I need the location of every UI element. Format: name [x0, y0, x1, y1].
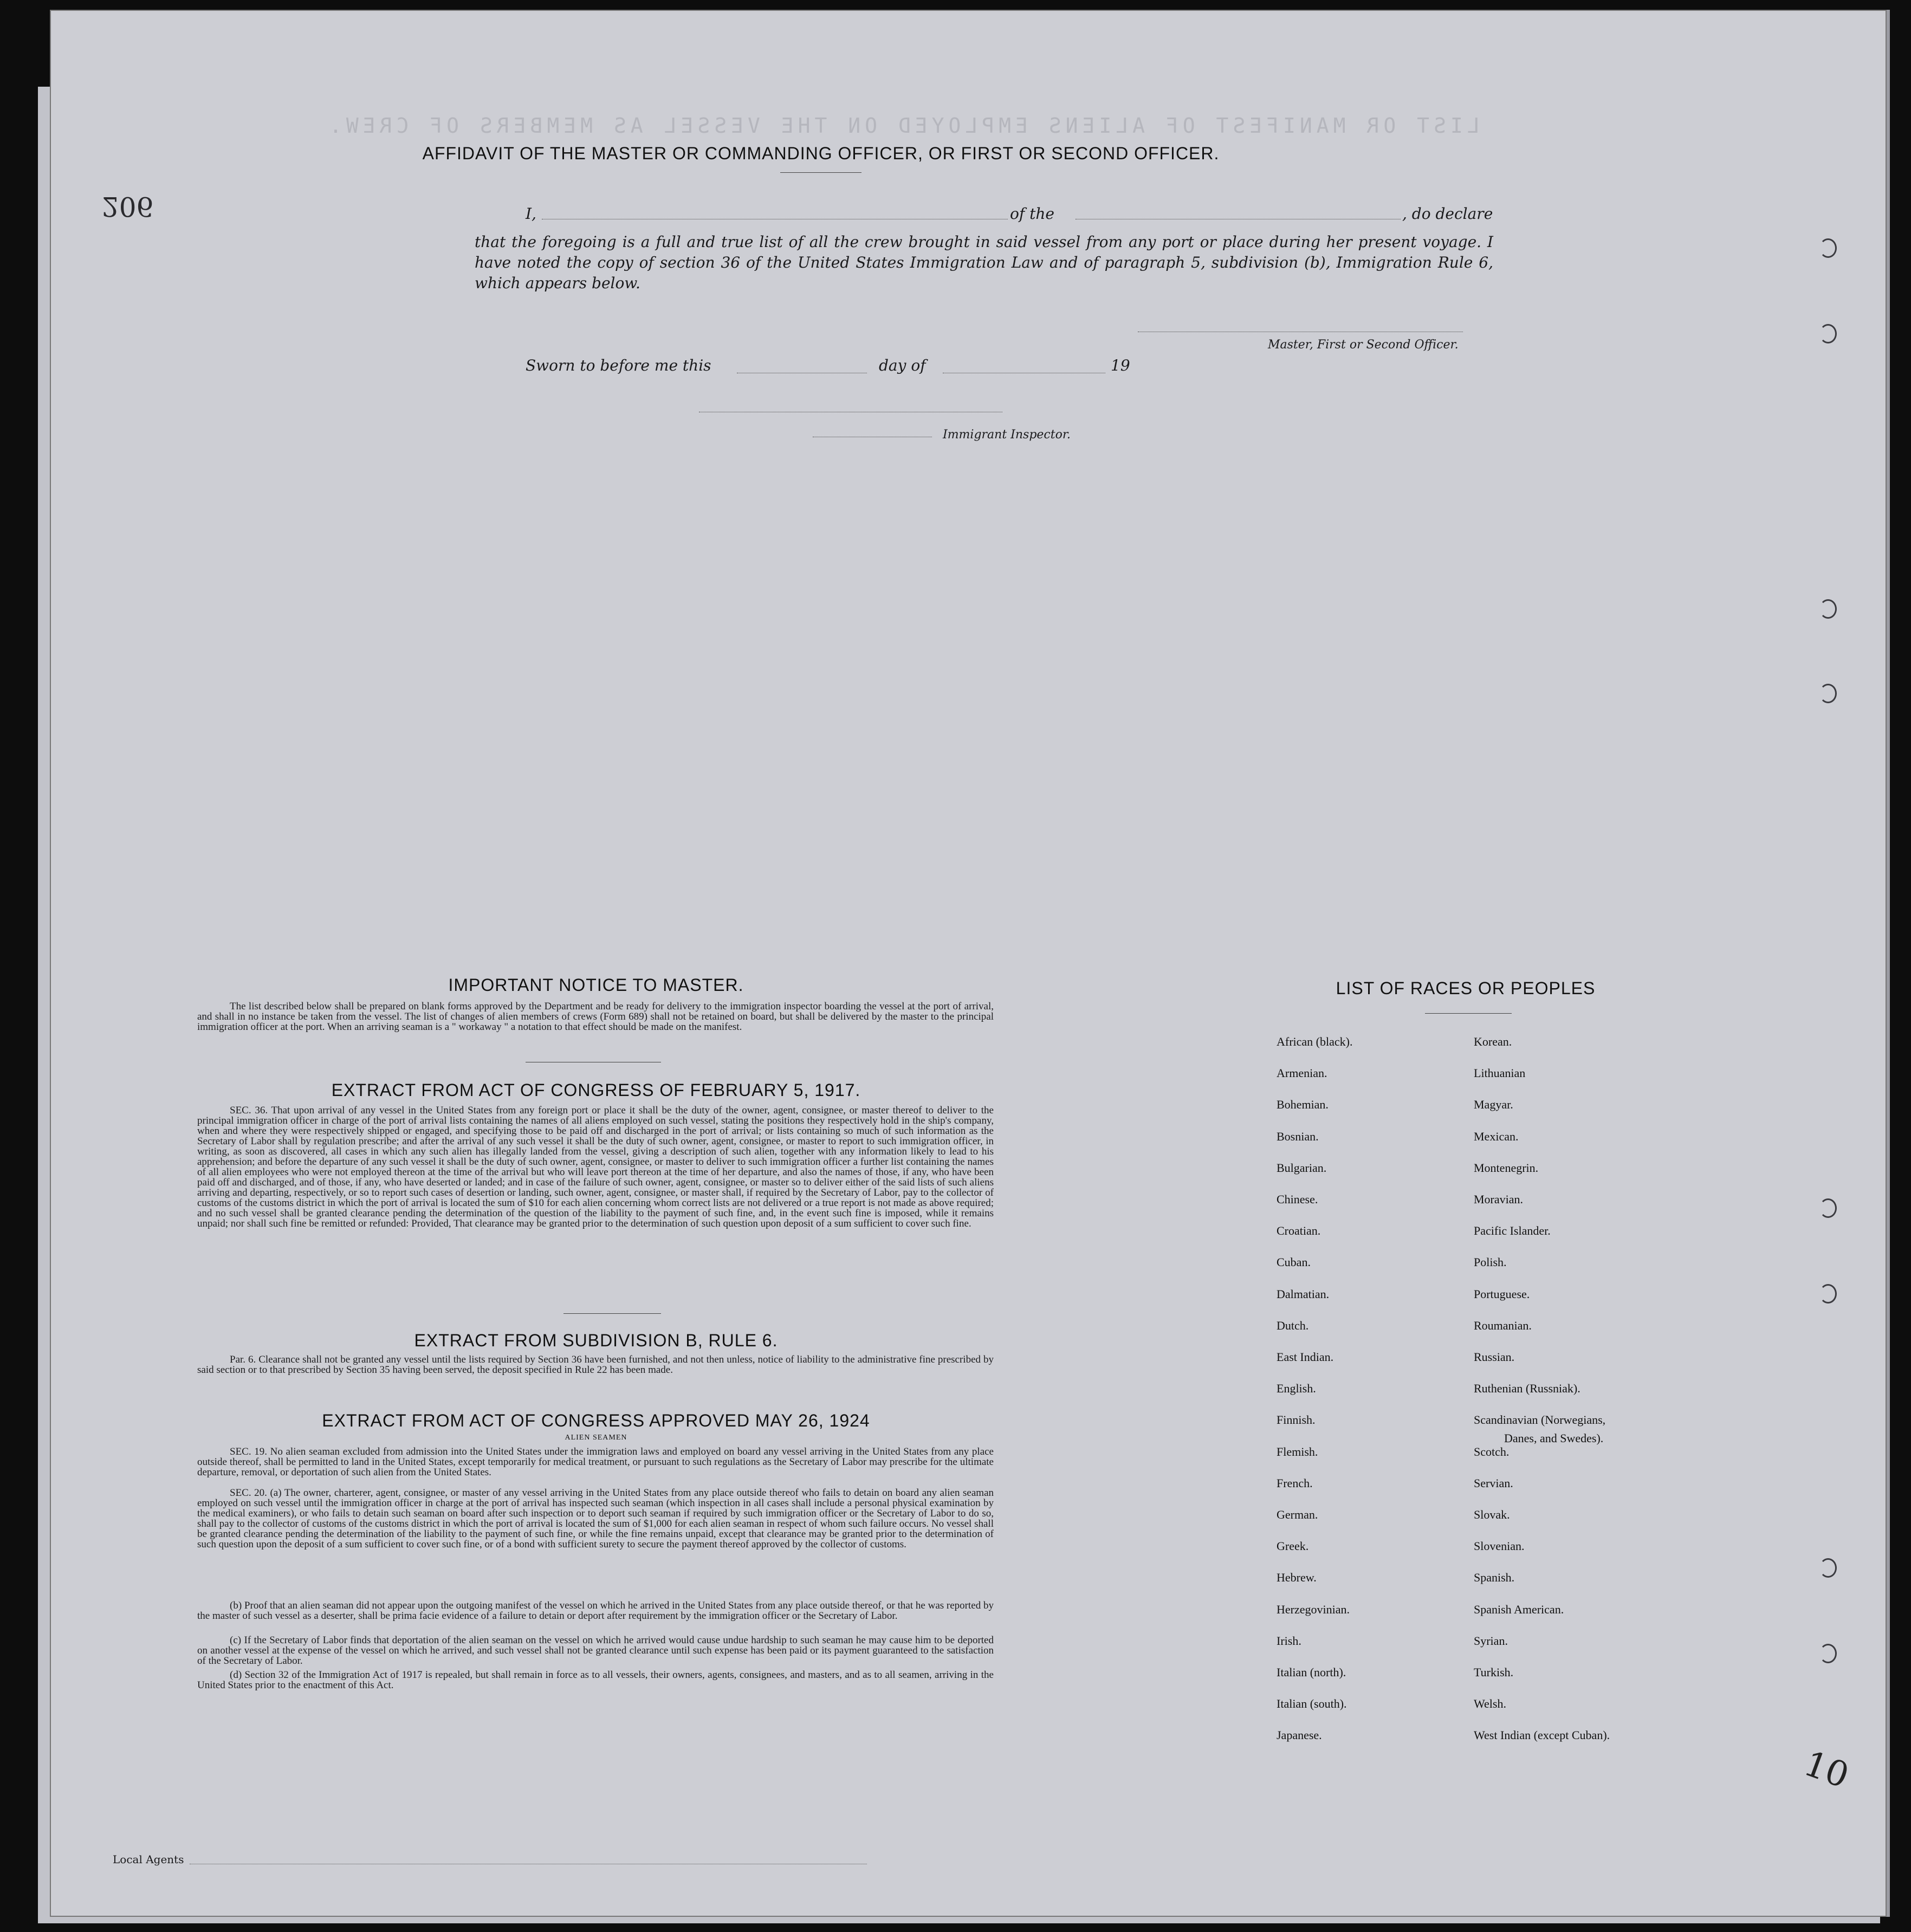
- race-item: Greek.: [1277, 1539, 1309, 1553]
- race-item: Magyar.: [1474, 1098, 1513, 1111]
- race-item: Servian.: [1474, 1476, 1513, 1490]
- race-item: Lithuanian: [1474, 1066, 1526, 1080]
- race-item: Slovak.: [1474, 1508, 1510, 1521]
- notice-title: IMPORTANT NOTICE TO MASTER.: [448, 975, 744, 995]
- race-item: Scotch.: [1474, 1445, 1510, 1458]
- manifest-page: [50, 10, 1890, 1917]
- race-item: Hebrew.: [1277, 1571, 1317, 1584]
- inspector-label: Immigrant Inspector.: [943, 428, 1071, 442]
- race-item: Slovenian.: [1474, 1539, 1525, 1553]
- race-item: Dalmatian.: [1277, 1287, 1330, 1301]
- affidavit-line1-end: , do declare: [1402, 205, 1493, 223]
- extract-rule6-body: Par. 6. Clearance shall not be granted any vessel until the lists required by Section 36 have been furnished, and not then unless, notice of liability to the administrative fine prescribed by said section or to that prescribed by Section 35 having been served, the deposit specified in Rule 22 has been made.: [197, 1354, 994, 1376]
- race-item: Irish.: [1277, 1634, 1301, 1648]
- binder-hole: [1819, 238, 1837, 258]
- sworn-mid: day of: [879, 356, 926, 374]
- race-item: Turkish.: [1474, 1665, 1514, 1679]
- binder-hole: [1819, 324, 1837, 343]
- race-item: Dutch.: [1277, 1319, 1309, 1332]
- race-item: German.: [1277, 1508, 1318, 1521]
- bleed-through: LIST OR MANIFEST OF ALIENS EMPLOYED ON THE VESSEL AS MEMBERS OF CREW.: [325, 114, 1480, 138]
- binder-hole: [1819, 599, 1837, 619]
- extract-1917-body: SEC. 36. That upon arrival of any vessel in the United States from any foreign port or place it shall be the duty of the owner, agent, consignee, or master thereof to deliver to the principal immigration officer in charge of the port of arrival lists containing the names of all aliens employed on such vessel, stating the positions they respectively hold in the ship's company, when and where they were respectively shipped or engaged, and specifying those to be paid off and discharged in the port of arrival; or lists containing so much of such information as the Secretary of Labor shall by regulation prescribe; and after the arrival of any such vessel it shall be the duty of such owner, agent, consignee, or master to report to such immigration officer, in writing, as soon as discovered, all cases in which any such alien has illegally landed from the vessel, giving a description of such alien, together with any information likely to lead to his apprehension; and before the departure of any such vessel it shall be the duty of such owner, agent, consignee, or master to deliver to such immigration officer a further list containing the names of all alien employees who were not employed thereon at the time of the arrival but who will leave port thereon at the time of her departure, and also the names of those, if any, who have been paid off and discharged, and of those, if any, who have deserted or landed; and in case of the failure of such owner, agent, consignee, or master so to deliver either of the said lists of such aliens arriving and departing, respectively, or so to report such cases of desertion or landing, such owner, agent, consignee, or master shall, if required by the Secretary of Labor, pay to the collector of customs of the customs district in which the port of arrival is located the sum of $10 for each alien concerning whom correct lists are not delivered or a true report is not made as above required; and no such vessel shall be granted clearance pending the determination of the question of the liability to the payment of such fine, and, in the event such fine is imposed, while it remains unpaid; nor shall such fine be remitted or refunded: Provided, That clearance may be granted prior to the determination of such question upon deposit of a sum sufficient to cover such fine.: [197, 1105, 994, 1229]
- extract-1917-title: EXTRACT FROM ACT OF CONGRESS OF FEBRUARY 5, 1917.: [331, 1080, 861, 1100]
- race-item: Welsh.: [1474, 1697, 1506, 1710]
- race-item: Spanish.: [1474, 1571, 1515, 1584]
- affidavit-body: that the foregoing is a full and true list of all the crew brought in said vessel from any port or place during her present voyage. I have noted the copy of section 36 of the United States Immigration Law and of paragraph 5, subdivision (b), Immigration Rule 6, which appears below.: [475, 233, 1493, 292]
- race-item: Bulgarian.: [1277, 1161, 1327, 1175]
- race-item: Finnish.: [1277, 1413, 1316, 1427]
- divider: [563, 1313, 661, 1314]
- race-item: Croatian.: [1277, 1224, 1321, 1237]
- race-item: Bosnian.: [1277, 1130, 1319, 1143]
- race-item: Korean.: [1474, 1035, 1512, 1048]
- race-item: African (black).: [1277, 1035, 1353, 1048]
- extract-1924-sec20a: SEC. 20. (a) The owner, charterer, agent, consignee, or master of any vessel arriving in the United States from any place outside thereof who fails to detain on board any alien seaman employed on such vessel until the immigration officer in charge at the port of arrival has inspected such seaman (which inspection in all cases shall include a personal physical examination by the medical examiners), or who fails to detain such seaman on board after such inspection or to deport such seaman if required by such immigration officer or the Secretary of Labor to do so, shall pay to the collector of customs of the customs district in which the port of arrival is located the sum of $1,000 for each alien seaman in respect of whom such failure occurs. No vessel shall be granted clearance pending the determination of the liability to the payment of such fine, or while the fine remains unpaid, except that clearance may be granted prior to the determination of such question upon the deposit of a sum sufficient to cover such fine, or of a bond with sufficient surety to secure the payment thereof approved by the collector of customs.: [197, 1487, 994, 1550]
- binder-hole: [1819, 684, 1837, 703]
- race-item: Spanish American.: [1474, 1603, 1564, 1616]
- binder-hole: [1819, 1558, 1837, 1578]
- race-item: Armenian.: [1277, 1066, 1327, 1080]
- extract-1924-sec20d: (d) Section 32 of the Immigration Act of 1917 is repealed, but shall remain in force as to all vessels, their owners, agents, consignees, and masters, and as to all seamen, arriving in the United States prior to the enactment of this Act.: [197, 1669, 994, 1691]
- binder-hole: [1819, 1644, 1837, 1663]
- race-item: Ruthenian (Russniak).: [1474, 1382, 1580, 1395]
- race-item: Mexican.: [1474, 1130, 1519, 1143]
- race-item: Flemish.: [1277, 1445, 1318, 1458]
- race-item: Russian.: [1474, 1350, 1515, 1364]
- race-item: Montenegrin.: [1474, 1161, 1539, 1175]
- corner-mark: 10: [1798, 1743, 1854, 1797]
- race-item: Japanese.: [1277, 1728, 1322, 1742]
- extract-rule6-title: EXTRACT FROM SUBDIVISION B, RULE 6.: [414, 1331, 778, 1350]
- race-item: Polish.: [1474, 1255, 1507, 1269]
- extract-1924-sec20c: (c) If the Secretary of Labor finds that deportation of the alien seaman on the vessel on which he arrived would cause undue hardship to such seaman he may cause him to be deported on another vessel at the expense of the vessel on which he arrived, and such vessel shall not be granted clearance until such expense has been paid or its payment guaranteed to the satisfaction of the Secretary of Labor.: [197, 1635, 994, 1667]
- divider: [780, 172, 861, 173]
- race-item: Bohemian.: [1277, 1098, 1329, 1111]
- race-item: Cuban.: [1277, 1255, 1311, 1269]
- race-item: Herzegovinian.: [1277, 1603, 1350, 1616]
- notice-body: The list described below shall be prepared on blank forms approved by the Department and be ready for delivery to the immigration inspector boarding the vessel at the port of arrival, and shall in no instance be taken from the vessel. The list of changes of alien members of crews (Form 689) shall not be retained on board, but shall be delivered by the master to the principal immigration officer at the port. When an arriving seaman is a " workaway " a notation to that effect should be made on the manifest.: [197, 1001, 994, 1033]
- handwritten-page-number: 206: [102, 191, 154, 222]
- race-item: Moravian.: [1474, 1192, 1524, 1206]
- sworn-year: 19: [1111, 356, 1130, 374]
- race-item: West Indian (except Cuban).: [1474, 1728, 1610, 1742]
- race-item: English.: [1277, 1382, 1316, 1395]
- extract-1924-title: EXTRACT FROM ACT OF CONGRESS APPROVED MAY 26, 1924: [322, 1411, 870, 1430]
- extract-1924-sec19: SEC. 19. No alien seaman excluded from admission into the United States under the immigration laws and employed on board any vessel arriving in the United States from any place outside thereof, shall be permitted to land in the United States, except temporarily for medical treatment, or pursuant to such regulations as the Secretary of Labor may prescribe for the ultimate departure, removal, or deportation of such alien from the United States.: [197, 1446, 994, 1478]
- extract-1924-sec20b: (b) Proof that an alien seaman did not appear upon the outgoing manifest of the vessel on which he arrived in the United States from any place outside thereof, or that he was reported by the master of such vessel as a deserter, shall be prima facie evidence of a failure to detain or deport after requirement by the immigration officer or the Secretary of Labor.: [197, 1600, 994, 1622]
- affidavit-title: AFFIDAVIT OF THE MASTER OR COMMANDING OFFICER, OR FIRST OR SECOND OFFICER.: [422, 144, 1220, 163]
- race-item: Roumanian.: [1474, 1319, 1532, 1332]
- race-item: Pacific Islander.: [1474, 1224, 1551, 1237]
- race-item: French.: [1277, 1476, 1313, 1490]
- race-item: Italian (north).: [1277, 1665, 1346, 1679]
- divider: [1425, 1013, 1512, 1014]
- sworn-start: Sworn to before me this: [526, 356, 711, 374]
- race-item: East Indian.: [1277, 1350, 1334, 1364]
- race-item: Scandinavian (Norwegians,: [1474, 1413, 1606, 1427]
- race-item: Chinese.: [1277, 1192, 1318, 1206]
- race-item: Syrian.: [1474, 1634, 1508, 1648]
- signature-label: Master, First or Second Officer.: [1268, 338, 1459, 352]
- local-agents-label: Local Agents: [113, 1853, 184, 1866]
- binder-hole: [1819, 1198, 1837, 1218]
- races-title: LIST OF RACES OR PEOPLES: [1336, 978, 1596, 998]
- race-item: Portuguese.: [1474, 1287, 1530, 1301]
- affidavit-line1-start: I,: [526, 205, 536, 223]
- binder-hole: [1819, 1284, 1837, 1304]
- race-item: Italian (south).: [1277, 1697, 1347, 1710]
- extract-1924-subtitle: ALIEN SEAMEN: [565, 1434, 627, 1442]
- affidavit-line1-mid: of the: [1010, 205, 1054, 223]
- race-item: Danes, and Swedes).: [1504, 1431, 1604, 1445]
